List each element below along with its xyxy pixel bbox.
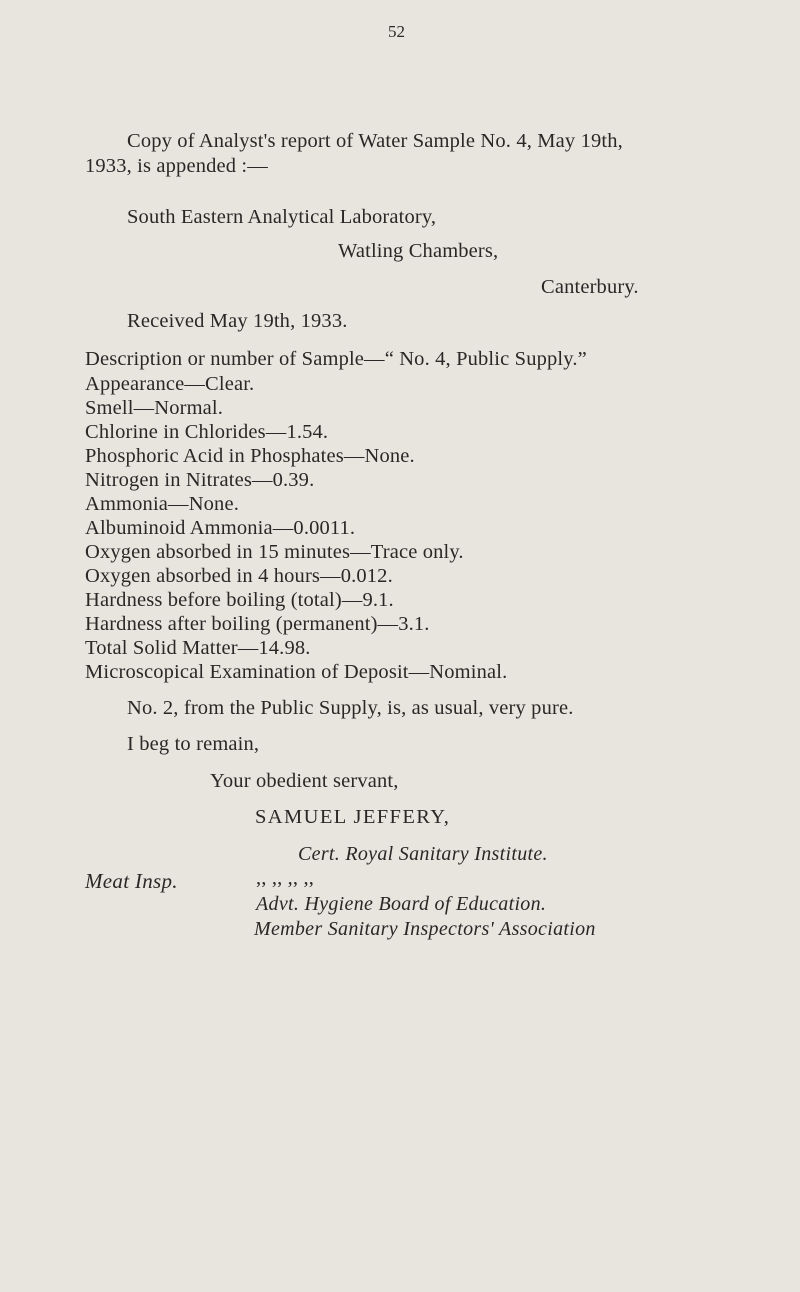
report-line: Phosphoric Acid in Phosphates—None.: [85, 445, 415, 467]
report-line: Ammonia—None.: [85, 493, 239, 515]
report-line: Hardness before boiling (total)—9.1.: [85, 589, 394, 611]
credential-line-3: Advt. Hygiene Board of Education.: [256, 893, 547, 915]
report-line: Total Solid Matter—14.98.: [85, 637, 311, 659]
lab-address-2: Canterbury.: [541, 276, 639, 298]
report-line: Appearance—Clear.: [85, 373, 255, 395]
meat-inspector-label: Meat Insp.: [85, 869, 178, 893]
lab-address-1: Watling Chambers,: [338, 240, 499, 262]
report-line: Microscopical Examination of Deposit—Nominal.: [85, 661, 508, 683]
report-line: Description or number of Sample—“ No. 4, Public Supply.”: [85, 348, 587, 370]
intro-line-1: Copy of Analyst's report of Water Sample No. 4, May 19th,: [127, 130, 623, 152]
report-line: Nitrogen in Nitrates—0.39.: [85, 469, 315, 491]
credential-line-4: Member Sanitary Inspectors' Association: [254, 918, 596, 940]
lab-name: South Eastern Analytical Laboratory,: [127, 206, 437, 228]
closing-servant: Your obedient servant,: [210, 770, 399, 792]
received-date: Received May 19th, 1933.: [127, 310, 348, 332]
credential-line-1: Cert. Royal Sanitary Institute.: [298, 843, 548, 865]
report-line: Chlorine in Chlorides—1.54.: [85, 421, 329, 443]
ditto-marks: ,, ,, ,, ,,: [256, 867, 315, 889]
page-number: 52: [388, 22, 405, 41]
supply-note: No. 2, from the Public Supply, is, as usual, very pure.: [127, 697, 574, 719]
report-line: Smell—Normal.: [85, 397, 224, 419]
report-line: Albuminoid Ammonia—0.0011.: [85, 517, 356, 539]
intro-line-2: 1933, is appended :—: [85, 155, 268, 177]
report-line: Oxygen absorbed in 4 hours—0.012.: [85, 565, 393, 587]
report-line: Hardness after boiling (permanent)—3.1.: [85, 613, 430, 635]
signatory-name: SAMUEL JEFFERY,: [255, 806, 451, 828]
report-line: Oxygen absorbed in 15 minutes—Trace only.: [85, 541, 464, 563]
closing-remain: I beg to remain,: [127, 733, 260, 755]
